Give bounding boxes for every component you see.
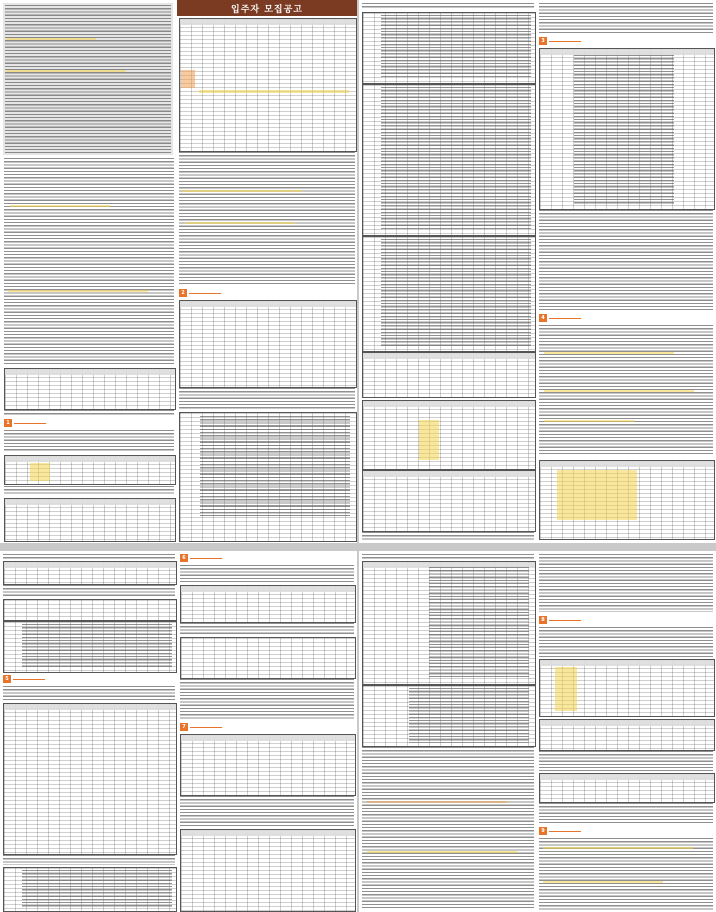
notice-page-1 — [0, 0, 357, 543]
notice-summary-text — [5, 5, 171, 153]
highlight-mark — [544, 420, 634, 422]
penalty-table — [180, 829, 356, 912]
section-header — [4, 419, 46, 427]
highlight-mark — [544, 352, 674, 354]
notes-text — [22, 870, 172, 908]
highlight-mark — [367, 851, 517, 853]
highlight-mark — [557, 470, 637, 520]
highlight-mark — [6, 38, 96, 40]
highlight-mark — [199, 90, 349, 93]
notice-body-text — [362, 747, 534, 910]
section-title — [549, 831, 581, 832]
score-table — [362, 400, 536, 470]
table-note — [3, 585, 175, 597]
notice-body-text — [539, 210, 713, 310]
section-title — [14, 423, 46, 424]
notice-body-text — [539, 3, 713, 33]
section-title — [549, 318, 581, 319]
table-note — [4, 486, 174, 494]
section-header — [180, 723, 222, 731]
notice-page-4 — [359, 551, 716, 912]
section-title — [190, 558, 222, 559]
notice-body-text — [180, 679, 354, 719]
installment-table — [3, 703, 177, 855]
notice-body-text — [539, 554, 713, 612]
section-header — [539, 37, 581, 45]
section-header — [539, 616, 581, 624]
section-header — [180, 554, 222, 562]
table-note — [539, 751, 713, 771]
section-title — [13, 679, 45, 680]
section-number: 2 — [179, 289, 187, 297]
notice-page-3 — [0, 551, 357, 912]
section-number: 9 — [539, 827, 547, 835]
section-number: 4 — [539, 314, 547, 322]
header-text — [3, 554, 175, 559]
price-table — [4, 498, 176, 542]
section-header — [539, 314, 581, 322]
contract-table — [180, 734, 356, 796]
table-note — [4, 410, 174, 416]
highlight-mark — [419, 420, 439, 460]
deposit-table — [3, 561, 177, 585]
section-body-text — [3, 686, 175, 700]
section-body-text — [4, 430, 174, 452]
section-number: 7 — [180, 723, 188, 731]
highlight-mark — [8, 290, 148, 292]
notice-body-text — [4, 158, 174, 366]
table-note — [3, 855, 175, 865]
condition-text — [22, 624, 172, 669]
account-table — [180, 585, 356, 623]
section-number: 8 — [539, 616, 547, 624]
section-title — [189, 293, 221, 294]
notice-body-text — [539, 803, 713, 823]
warranty-text — [409, 688, 529, 743]
highlight-mark — [10, 205, 110, 207]
special-supply-table — [179, 300, 357, 388]
option-table — [180, 637, 356, 679]
info-table — [3, 599, 177, 621]
section-body-text — [180, 565, 354, 583]
highlight-mark — [543, 847, 693, 849]
table-note — [180, 623, 354, 635]
section-title — [549, 41, 581, 42]
highlight-mark — [543, 881, 663, 883]
notice-body-text — [179, 152, 355, 284]
facility-text — [429, 567, 529, 679]
header-text — [362, 554, 534, 559]
section-number: 1 — [4, 419, 12, 427]
section-header — [3, 675, 45, 683]
unit-price-table — [179, 18, 357, 152]
section-body-text — [539, 627, 713, 657]
section-number: 3 — [539, 37, 547, 45]
notice-title: 입주자 모집공고 — [231, 4, 303, 15]
notice-title-banner — [177, 0, 357, 16]
priority-text — [381, 239, 531, 347]
section-number: 5 — [3, 675, 11, 683]
income-table — [362, 470, 536, 532]
criteria-text — [381, 87, 531, 231]
section-title — [190, 727, 222, 728]
notice-body-text — [180, 796, 354, 826]
section-header — [179, 289, 221, 297]
table-note — [179, 388, 355, 410]
notice-page-2 — [359, 0, 716, 543]
qualification-text — [381, 15, 531, 79]
section-header — [539, 827, 581, 835]
highlight-mark — [185, 222, 295, 224]
highlight-mark — [544, 390, 694, 392]
highlight-mark — [182, 190, 302, 192]
highlight-mark — [367, 801, 507, 803]
extension-table — [539, 719, 715, 751]
eligibility-text — [200, 416, 350, 516]
payment-table — [539, 773, 715, 803]
highlight-mark — [181, 70, 195, 88]
highlight-mark — [6, 70, 126, 72]
documents-text — [574, 55, 674, 205]
header-text — [362, 3, 534, 9]
criteria-detail-table — [362, 352, 536, 398]
section-title — [549, 620, 581, 621]
highlight-mark — [30, 463, 50, 481]
highlight-mark — [555, 667, 577, 711]
section-number: 6 — [180, 554, 188, 562]
schedule-table — [4, 368, 176, 410]
table-note — [362, 532, 534, 540]
